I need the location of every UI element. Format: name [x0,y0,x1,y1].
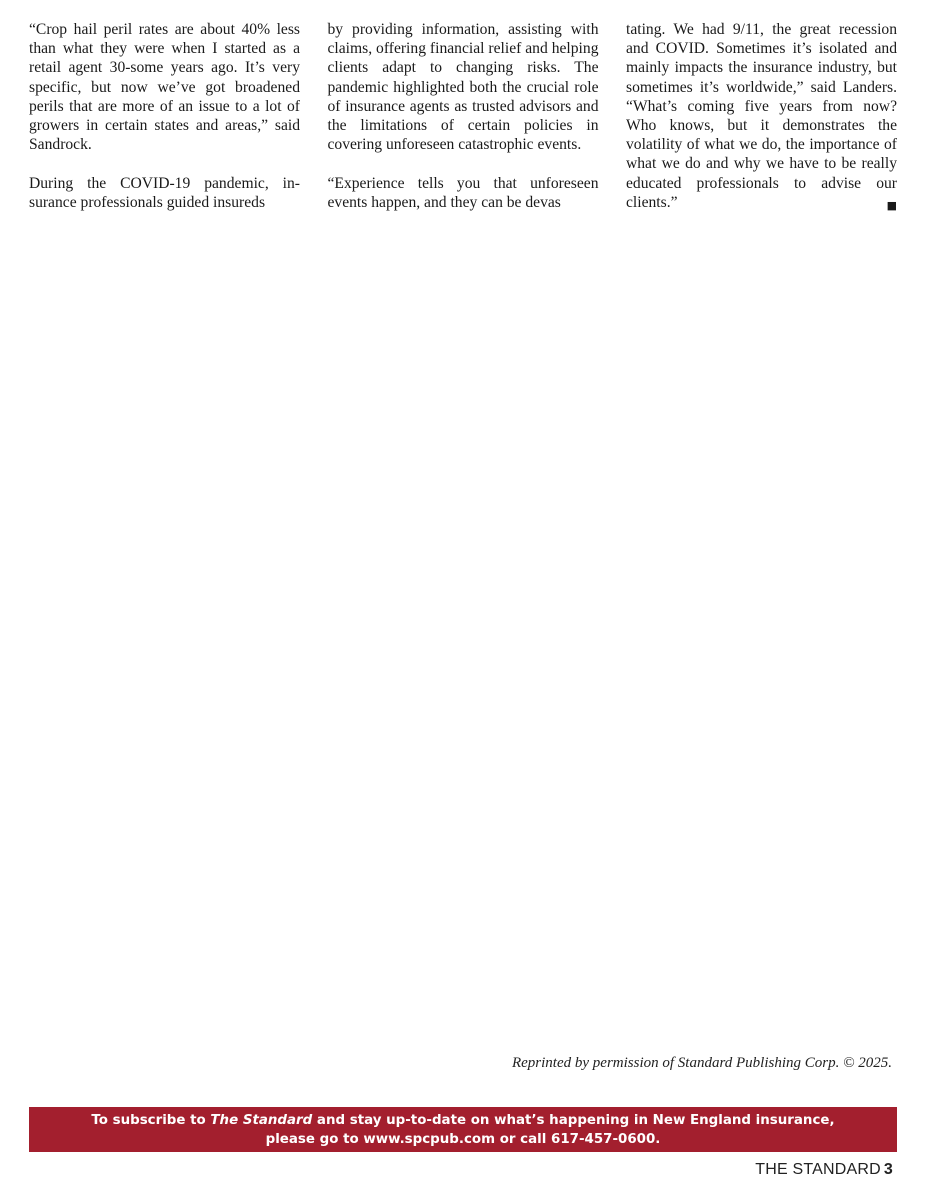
paragraph: “Experience tells you that unforeseen events happen, and they can be devas [327,174,599,211]
phone-number: 617-457-0600 [551,1132,656,1147]
subscribe-banner [29,1107,897,1152]
paragraph: “Crop hail peril rates are about 40% less than what they were when I started as a retail agent 30-some years ago. It’s very specific, but now we’ve got broadened perils that are more of an issue to a lot of growers in certain states and areas,” said Sandrock. [29,21,300,154]
subscribe-text: please go to [265,1132,364,1147]
reprint-notice: Reprinted by permission of Standard Publishing Corp. © 2025. [511,1055,892,1071]
page-number: 3 [883,1161,893,1178]
subscribe-text: or call [495,1132,551,1147]
page-footer [755,1161,893,1179]
article-column-1 [29,20,300,215]
article-column-3 [626,20,897,215]
publication-name: THE STANDARD [755,1161,881,1178]
end-of-article-icon: ■ [886,198,897,212]
paragraph [626,20,897,212]
subscribe-text: To subscribe to [91,1113,211,1128]
website-link[interactable]: www.spcpub.com [363,1132,496,1147]
publication-title: The Standard [210,1113,313,1128]
subscribe-line-2 [29,1130,897,1149]
subscribe-text: and stay up-to-date on what’s happening in New England insurance, [312,1113,835,1128]
subscribe-line-1 [29,1111,897,1130]
article-column-2 [328,20,599,215]
article-columns [29,20,897,215]
paragraph: During the COVID-19 pandemic, insurance professionals guided insureds [29,174,300,211]
paragraph-text: tating. We had 9/11, the great recession and COVID. Sometimes it’s isolated and mainly impacts the insurance industry, but sometimes it’s worldwide,” said Landers. “What’s coming five years from now? Who knows, but it demonstrates the volatility of what we do, the importance of what we do and why we have to be really educated professionals to advise our clients.” [626,21,897,211]
paragraph: by providing information, assisting with claims, offering financial relief and helping clients adapt to changing risks. The pandemic highlighted both the crucial role of insurance agents as trusted advisors and the limitations of certain policies in covering unforeseen catastrophic events. [327,21,599,154]
subscribe-text: . [655,1132,661,1147]
